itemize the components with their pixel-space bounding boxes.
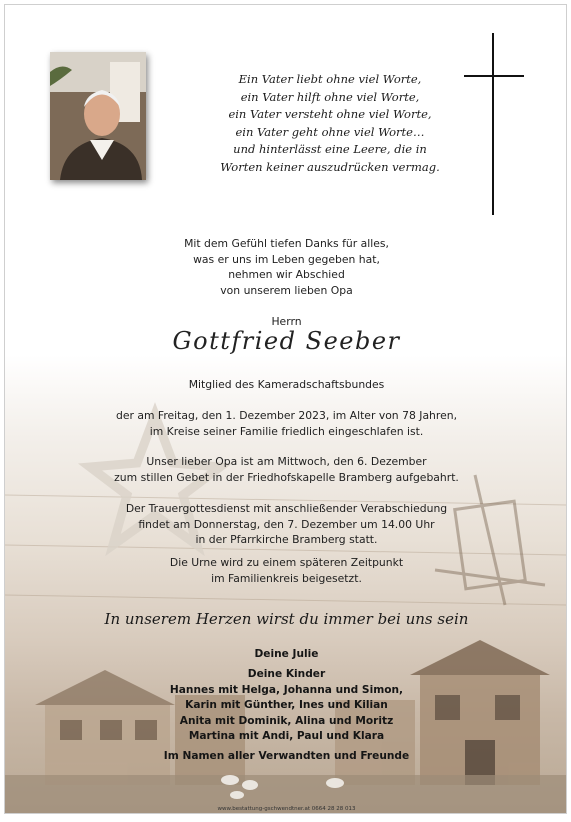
death-notice <box>5 408 567 439</box>
poem-line: und hinterlässt eine Leere, die in <box>233 142 427 156</box>
cross-icon <box>464 33 524 215</box>
intro-text <box>5 236 567 298</box>
notice-line: Die Urne wird zu einem späteren Zeitpunkt <box>169 556 404 569</box>
family-line: Martina mit Andi, Paul und Klara <box>188 730 385 743</box>
intro-line: nehmen wir Abschied <box>228 268 345 281</box>
poem-line: ein Vater geht ohne viel Worte… <box>235 124 425 139</box>
poem-line: ein Vater versteht ohne viel Worte, <box>228 107 432 121</box>
poem <box>200 71 460 176</box>
notice-line: Unser lieber Opa ist am Mittwoch, den 6. Dezember <box>146 455 427 468</box>
family-line: Deine Julie <box>254 648 319 660</box>
notice-line: in der Pfarrkirche Bramberg statt. <box>195 533 378 546</box>
poem-line: Worten keiner auszudrücken vermag. <box>220 159 440 174</box>
portrait-photo <box>50 52 146 180</box>
membership: Mitglied des Kameradschaftsbundes <box>188 378 385 391</box>
notice-line: im Familienkreis beigesetzt. <box>211 571 362 585</box>
family-line: Deine Kinder <box>247 668 326 681</box>
deceased-name: Gottfried Seeber <box>172 327 401 355</box>
footer-contact: www.bestattung-gschwendtner.at 0664 28 28 013 <box>217 806 356 812</box>
notice-line: im Kreise seiner Familie friedlich eingeschlafen ist. <box>149 424 424 438</box>
intro-line: von unserem lieben Opa <box>220 283 353 297</box>
family-line: Anita mit Dominik, Alina und Moritz <box>179 714 394 727</box>
family-line: Karin mit Günther, Ines und Kilian <box>185 699 388 712</box>
service-notice <box>5 501 567 548</box>
family-list <box>5 647 567 765</box>
poem-line: ein Vater hilft ohne viel Worte, <box>240 89 420 104</box>
notice-line: Der Trauergottesdienst mit anschließender Verabschiedung <box>125 502 448 515</box>
intro-line: Mit dem Gefühl tiefen Danks für alles, <box>184 237 389 250</box>
notice-line: der am Freitag, den 1. Dezember 2023, im Alter von 78 Jahren, <box>115 409 458 422</box>
salutation: Herrn <box>271 315 302 328</box>
obituary-page <box>4 4 567 814</box>
urn-notice <box>5 555 567 586</box>
motto: In unserem Herzen wirst du immer bei uns sein <box>104 610 469 628</box>
intro-line: was er uns im Leben gegeben hat, <box>193 252 380 266</box>
family-line: Hannes mit Helga, Johanna und Simon, <box>169 683 404 696</box>
notice-line: zum stillen Gebet in der Friedhofskapelle Bramberg aufgebahrt. <box>114 470 459 484</box>
wake-notice <box>5 454 567 485</box>
poem-line: Ein Vater liebt ohne viel Worte, <box>238 72 422 86</box>
family-line: Im Namen aller Verwandten und Freunde <box>163 750 410 763</box>
notice-line: findet am Donnerstag, den 7. Dezember um 14.00 Uhr <box>138 517 435 531</box>
